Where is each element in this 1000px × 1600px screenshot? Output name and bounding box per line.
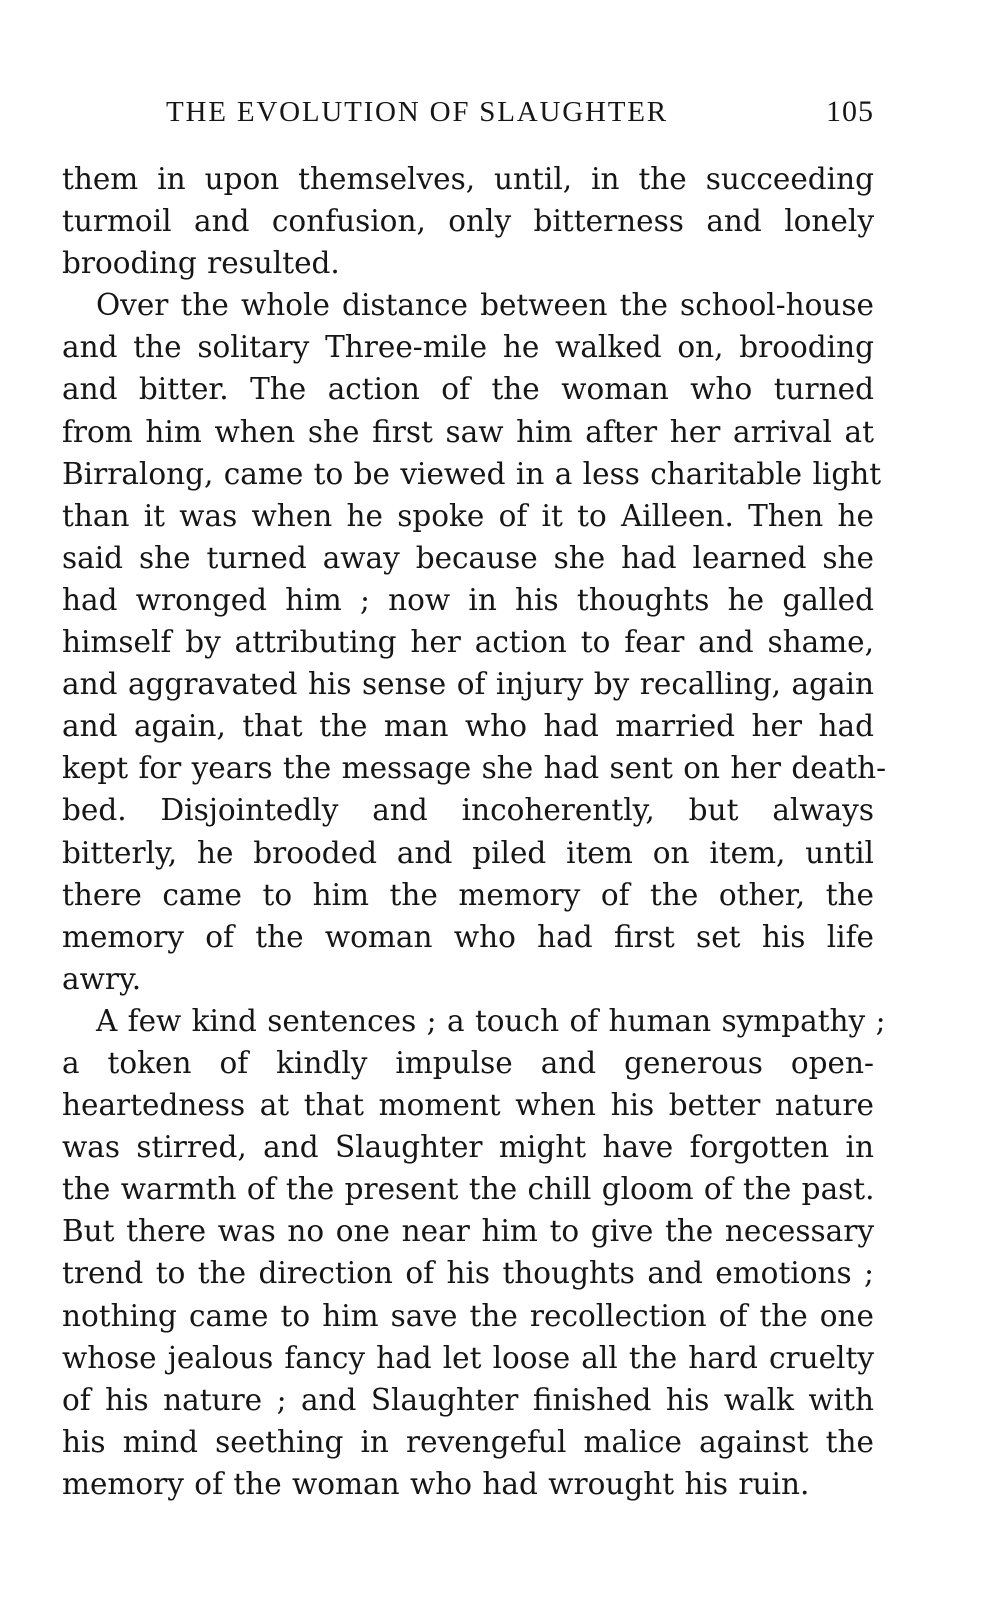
running-header [62,92,874,132]
text-line: said she turned away because she had learned she [62,540,874,575]
text-line: the warmth of the present the chill gloom of the past. [62,1172,875,1207]
text-line: brooding resulted. [62,246,340,281]
text-line: was stirred, and Slaughter might have forgotten in [62,1130,874,1165]
text-line: A few kind sentences ; a touch of human sympathy ; [96,1003,886,1038]
text-line: nothing came to him save the recollection of the one [62,1298,874,1333]
text-line: bed. Disjointedly and incoherently, but always [62,793,874,828]
running-title: THE EVOLUTION OF SLAUGHTER [166,96,668,128]
paragraph [62,1000,886,1505]
text-line: kept for years the message she had sent on her death- [62,751,887,786]
text-line: Over the whole distance between the school-house [96,288,874,323]
text-line: there came to him the memory of the other, the [62,877,874,912]
text-line: awry. [62,961,142,996]
text-line: and the solitary Three-mile he walked on, brooding [62,330,874,365]
paragraph [62,158,874,284]
text-line: memory of the woman who had first set his life [62,919,874,954]
text-line: had wronged him ; now in his thoughts he galled [62,582,874,617]
text-line: whose jealous fancy had let loose all the hard cruelty [62,1340,874,1375]
text-line: them in upon themselves, until, in the succeeding [62,162,874,196]
text-line: than it was when he spoke of it to Ailleen. Then he [62,498,874,533]
text-line: turmoil and confusion, only bitterness and lonely [62,204,874,239]
body-text [62,158,887,1505]
text-line: bitterly, he brooded and piled item on item, until [62,835,874,870]
text-line: his mind seething in revengeful malice against the [62,1424,874,1459]
text-line: memory of the woman who had wrought his ruin. [62,1466,810,1501]
text-line: Birralong, came to be viewed in a less charitable light [62,456,882,491]
text-line: But there was no one near him to give the necessary [62,1214,874,1249]
text-line: and aggravated his sense of injury by recalling, again [62,667,874,702]
text-line: heartedness at that moment when his better nature [62,1088,874,1123]
text-line: himself by attributing her action to fear and shame, [62,625,874,660]
text-line: from him when she first saw him after her arrival at [62,414,874,449]
text-line: and bitter. The action of the woman who turned [62,372,874,407]
paragraph [62,284,887,1000]
text-line: a token of kindly impulse and generous open- [62,1045,874,1080]
text-line: of his nature ; and Slaughter finished his walk with [62,1382,874,1417]
page-number: 105 [826,95,874,128]
text-line: trend to the direction of his thoughts and emotions ; [62,1256,874,1291]
text-line: and again, that the man who had married her had [62,709,874,744]
